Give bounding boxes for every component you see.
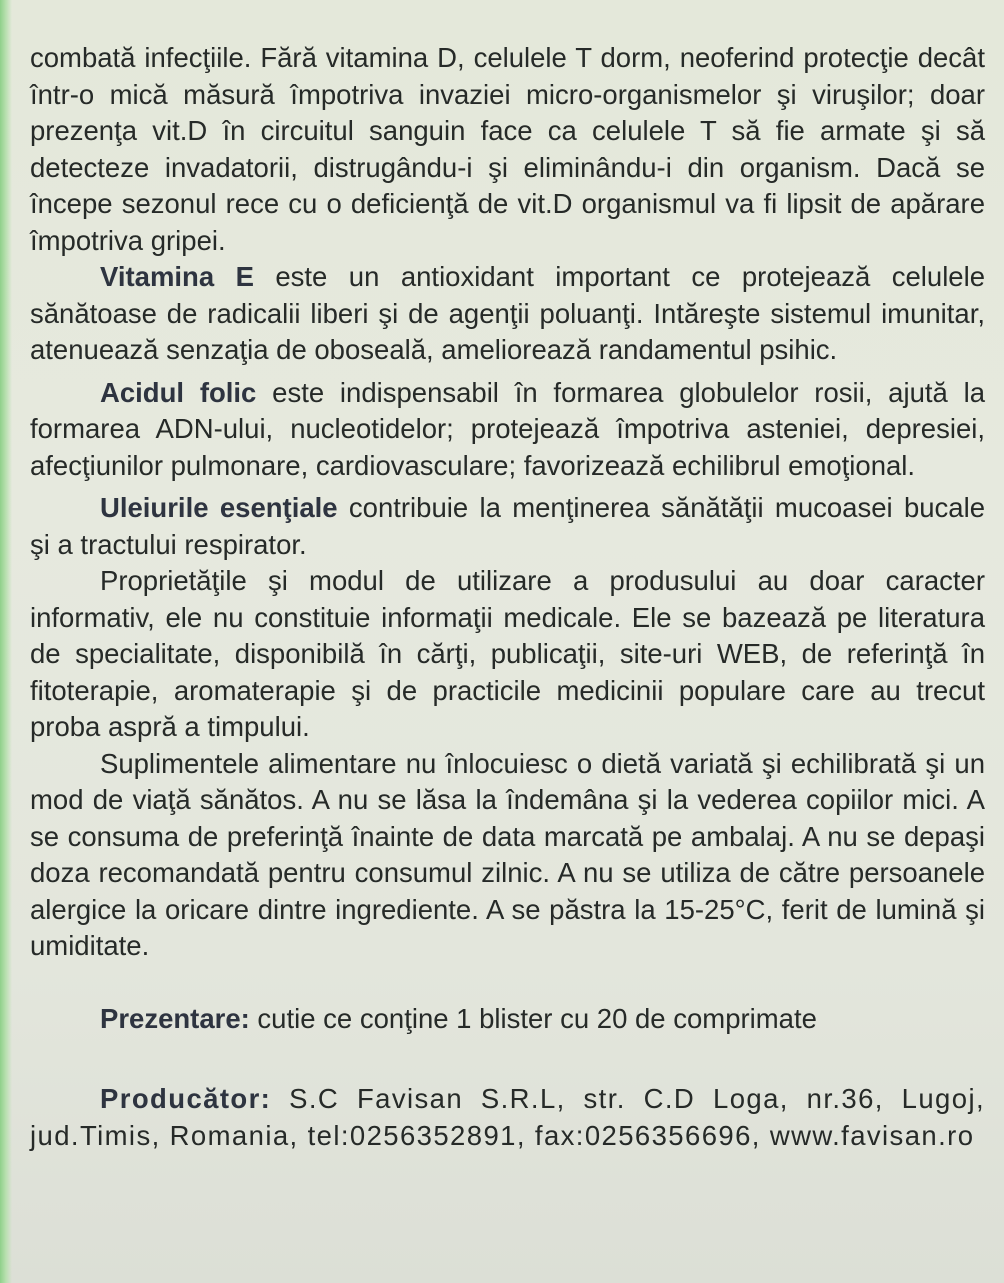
producer-label: Producător:	[100, 1083, 272, 1114]
paragraph-disclaimer-text: Proprietăţile şi modul de utilizare a produsului au doar caracter informativ, ele nu constituie informaţii medicale. Ele se bazează pe literatura de specialitate, disponibilă în cărţi, publicaţii, site-uri WEB, de referinţă în fitoterapie, aromaterapie şi de practicile medicinii populare care au trecut proba aspră a timpului.	[30, 565, 985, 742]
paragraph-folic-acid	[30, 375, 985, 485]
paragraph-vitamin-e-text: este un antioxidant important ce protejează celulele sănătoase de radicalii liberi şi de agenţii poluanţi. Intăreşte sistemul imunitar, atenuează senzaţia de oboseală, ameliorează randamentul psihic.	[30, 261, 986, 365]
paragraph-warnings	[30, 746, 985, 965]
term-folic-acid: Acidul folic	[100, 376, 257, 408]
paragraph-essential-oils-text: contribuie la menţinerea sănătăţii mucoasei bucale şi a tractului respirator.	[30, 492, 985, 560]
paragraph-essential-oils	[30, 490, 985, 563]
paragraph-vitamin-e	[30, 259, 985, 369]
term-essential-oils: Uleiurile esenţiale	[100, 492, 338, 523]
term-vitamin-e: Vitamina E	[100, 261, 254, 292]
presentation-line	[30, 1001, 985, 1038]
producer-block	[30, 1081, 985, 1154]
green-border-strip	[0, 0, 12, 1283]
paragraph-folic-acid-text: este indispensabil în formarea globulelor rosii, ajută la formarea ADN-ului, nucleotidelor; protejează împotriva asteniei, depresiei, afecţiunilor pulmonare, cardiovasculare; favorizează echilibrul emoţional.	[30, 376, 985, 481]
paragraph-warnings-text: Suplimentele alimentare nu înlocuiesc o dietă variată şi echilibrată şi un mod de viaţă sănătos. A nu se lăsa la îndemâna şi la vederea copiilor mici. A se consuma de preferinţă înainte de data marcată pe ambalaj. A nu se depaşi doza recomandată pentru consumul zilnic. A nu se utiliza de către persoanele alergice la oricare dintre ingrediente. A se păstra la 15-25°C, ferit de lumină şi umiditate.	[30, 747, 985, 961]
paragraph-disclaimer	[30, 563, 985, 746]
producer-text: S.C Favisan S.R.L, str. C.D Loga, nr.36, Lugoj, jud.Timis, Romania, tel:0256352891, fax:0256356696, www.favisan.ro	[30, 1083, 985, 1151]
paragraph-vitamin-d-text: combată infecţiile. Fără vitamina D, celulele T dorm, neoferind protecţie decât într-o mică măsură împotriva invaziei micro-organismelor şi viruşilor; doar prezenţa vit.D în circuitul sanguin face ca celulele T să fie armate şi să detecteze invadatorii, distrugându-i şi eliminându-i din organism. Dacă se începe sezonul rece cu o deficienţă de vit.D organismul va fi lipsit de apărare împotriva gripei.	[30, 42, 985, 256]
paragraph-vitamin-d	[30, 40, 985, 259]
leaflet-text	[30, 40, 985, 1154]
presentation-text: cutie ce conţine 1 blister cu 20 de comprimate	[249, 1002, 817, 1034]
presentation-label: Prezentare:	[100, 1002, 250, 1034]
